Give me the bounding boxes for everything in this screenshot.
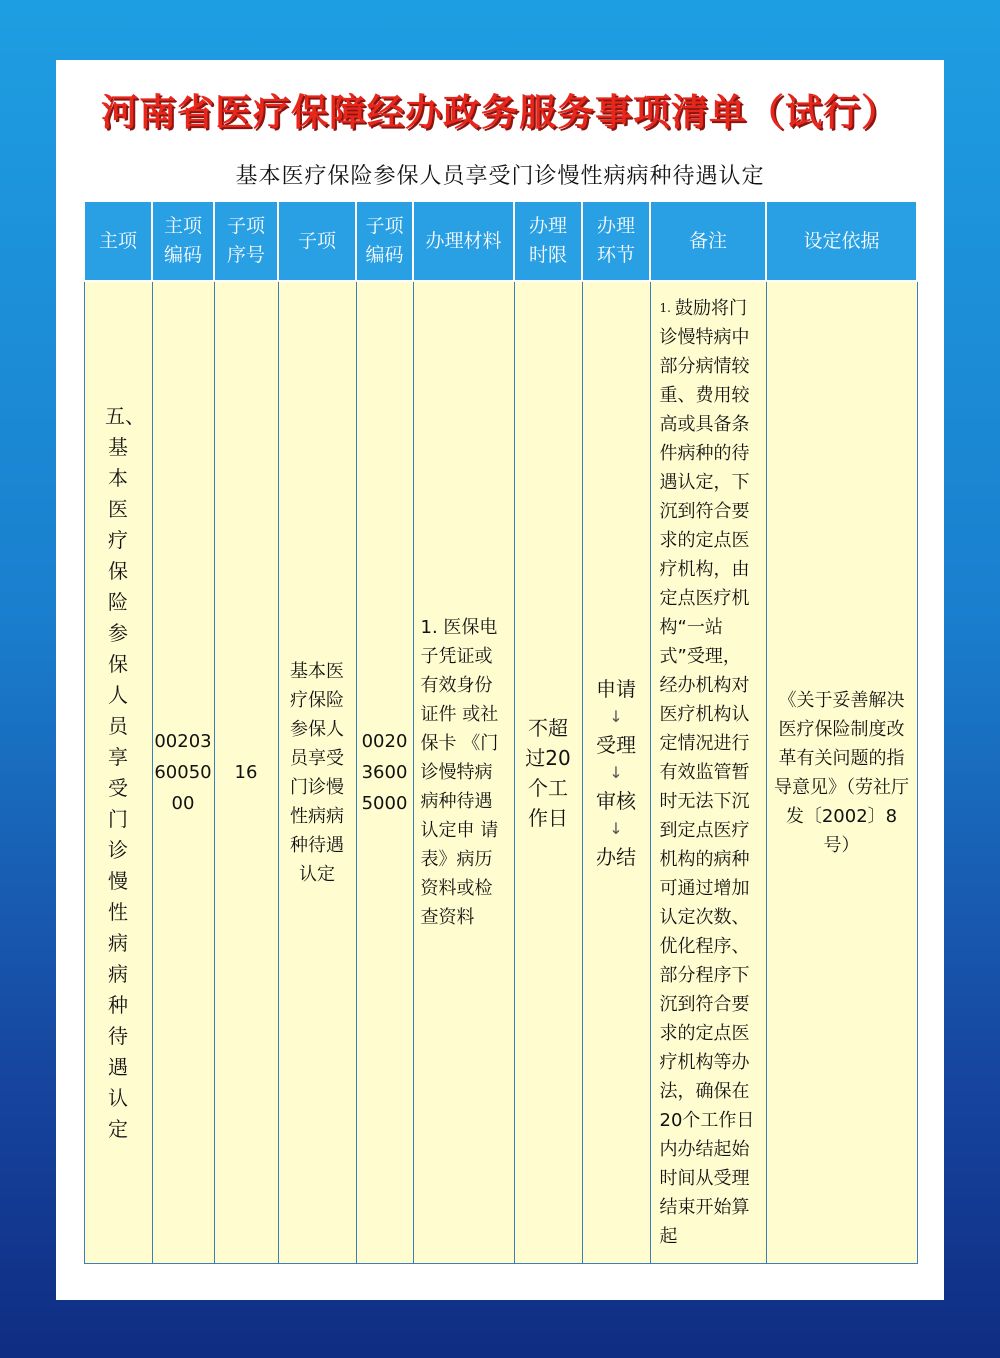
header-materials: 办理材料 [413, 201, 514, 281]
header-sub-no: 子项 序号 [214, 201, 278, 281]
header-notes: 备注 [650, 201, 766, 281]
cell-sub-no: 16 [214, 281, 278, 1264]
header-steps: 办理 环节 [582, 201, 650, 281]
notes-text: 鼓励将门诊慢特病中部分病情较重、费用较高或具备条件病种的待遇认定，下沉到符合要求的定点医疗机构，由定点医疗机构“一站式”受理，经办机构对医疗机构认定情况进行有效监管暂时无法下沉到定点医疗机构的病种可通过增加认定次数、优化程序、部分程序下沉到符合要求的定点医疗机构等办法，确保在20个工作日内办结起始时间从受理结束开始算起 [659, 298, 755, 1247]
notes-number: 1. [659, 301, 671, 315]
cell-steps [582, 281, 650, 1264]
table-header-row [84, 201, 917, 281]
header-main-item: 主项 [84, 201, 152, 281]
step-arrow-icon: ↓ [609, 762, 623, 782]
step-apply: 申请 [596, 676, 636, 701]
step-complete: 办结 [596, 844, 636, 869]
cell-sub-code: 0020 3600 5000 [356, 281, 413, 1264]
cell-main-item [84, 281, 152, 1264]
step-review: 审核 [596, 788, 636, 813]
cell-sub-item: 基本医疗保险参保人员享受门诊慢性病病种待遇认定 [278, 281, 356, 1264]
cell-notes [650, 281, 766, 1264]
step-arrow-icon: ↓ [609, 706, 623, 726]
content-card [56, 60, 944, 1300]
cell-materials: 1. 医保电子凭证或有效身份证件 或社保卡 《门诊慢特病病种待遇认定申 请表》病历资料或检查资料 [413, 281, 514, 1264]
cell-time-limit: 不超过20个工作日 [514, 281, 582, 1264]
service-item-table [83, 200, 918, 1264]
step-accept: 受理 [596, 732, 636, 757]
cell-basis: 《关于妥善解决医疗保险制度改革有关问题的指导意见》（劳社厅发〔2002〕8号） [766, 281, 917, 1264]
page-subtitle: 基本医疗保险参保人员享受门诊慢性病病种待遇认定 [235, 164, 765, 189]
main-item-text: 五、基本医疗保险参保人员享受门诊慢性病病种待遇认定 [105, 403, 145, 1141]
header-sub-code: 子项 编码 [356, 201, 413, 281]
table-row [84, 281, 917, 1264]
step-arrow-icon: ↓ [609, 818, 623, 838]
header-sub-item: 子项 [278, 201, 356, 281]
header-time-limit: 办理 时限 [514, 201, 582, 281]
page-title: 河南省医疗保障经办政务服务事项清单（试行） [101, 90, 899, 134]
header-basis: 设定依据 [766, 201, 917, 281]
header-main-code: 主项 编码 [152, 201, 214, 281]
cell-main-code: 00203 60050 00 [152, 281, 214, 1264]
